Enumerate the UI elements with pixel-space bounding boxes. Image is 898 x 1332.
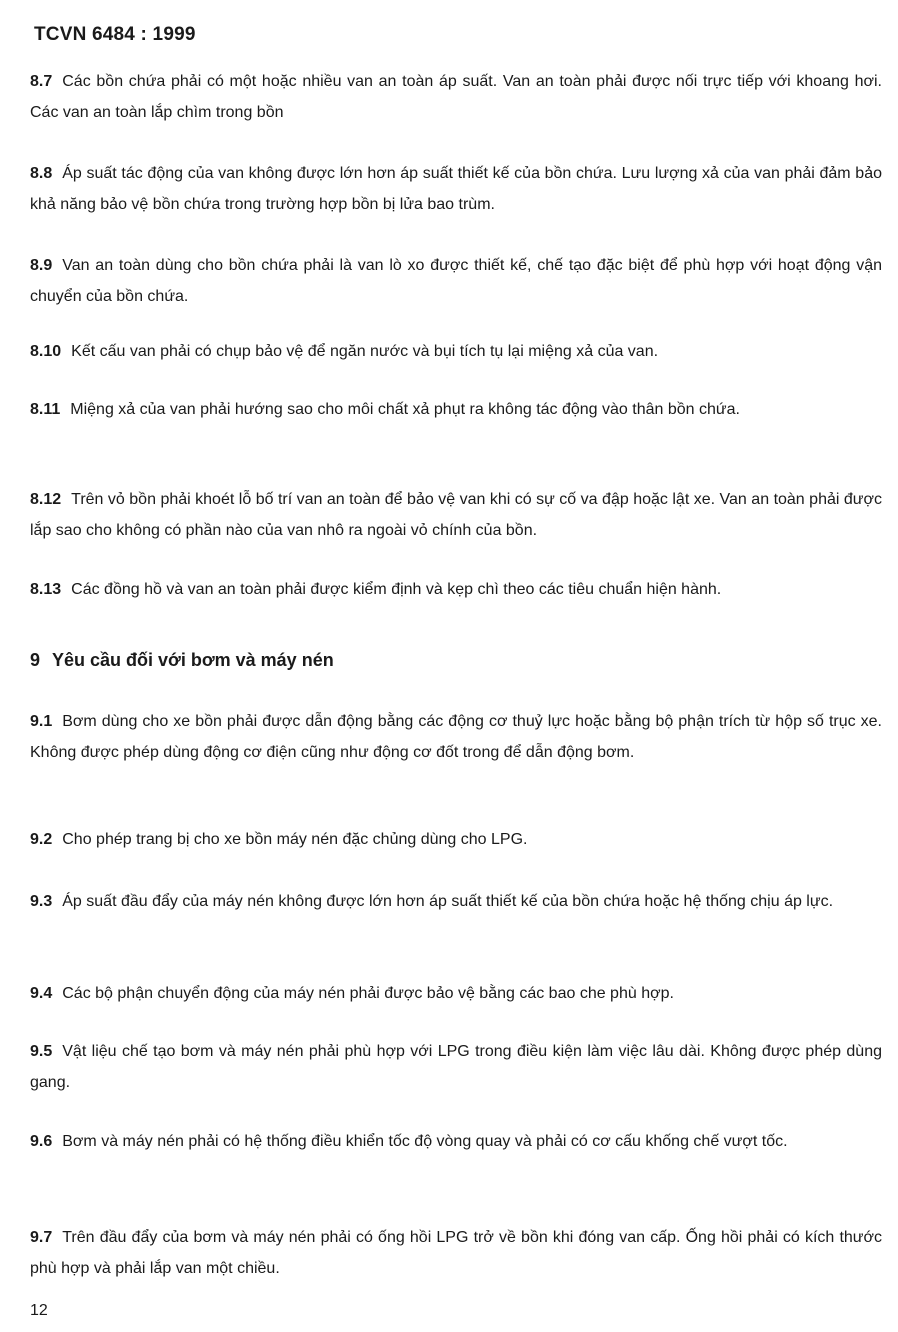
- clause-number: 8.12: [30, 491, 62, 508]
- clause-text: Trên đầu đẩy của bơm và máy nén phải có ống hồi LPG trở về bồn khi đóng van cấp. Ống hồi phải có kích thước phù hợp và phải lắp van một chiều.: [30, 1229, 882, 1277]
- clause-8-7: [30, 66, 882, 128]
- clause-9-4: [30, 978, 882, 1009]
- clause-9-5: [30, 1036, 882, 1098]
- clause-text: Áp suất tác động của van không được lớn hơn áp suất thiết kế của bồn chứa. Lưu lượng xả của van phải đảm bảo khả năng bảo vệ bồn chứa trong trường hợp bồn bị lửa bao trùm.: [30, 165, 882, 213]
- clause-text: Các bộ phận chuyển động của máy nén phải được bảo vệ bằng các bao che phù hợp.: [62, 985, 674, 1002]
- clause-text: Áp suất đầu đẩy của máy nén không được lớn hơn áp suất thiết kế của bồn chứa hoặc hệ thống chịu áp lực.: [62, 893, 834, 910]
- clause-number: 9.1: [30, 713, 53, 730]
- clause-text: Bơm dùng cho xe bồn phải được dẫn động bằng các động cơ thuỷ lực hoặc bằng bộ phận trích từ hộp số trục xe. Không được phép dùng động cơ điện cũng như động cơ đốt trong để dẫn động bơm.: [30, 713, 882, 761]
- clause-number: 9.2: [30, 831, 53, 848]
- clause-9-7: [30, 1222, 882, 1284]
- clause-text: Van an toàn dùng cho bồn chứa phải là van lò xo được thiết kế, chế tạo đặc biệt để phù hợp với hoạt động vận chuyển của bồn chứa.: [30, 257, 882, 305]
- clause-8-9: [30, 250, 882, 312]
- clause-number: 8.10: [30, 343, 62, 360]
- clause-8-12: [30, 484, 882, 546]
- clause-text: Vật liệu chế tạo bơm và máy nén phải phù hợp với LPG trong điều kiện làm việc lâu dài. Không được phép dùng gang.: [30, 1043, 882, 1091]
- clause-9-6: [30, 1126, 882, 1157]
- clause-number: 9.5: [30, 1043, 53, 1060]
- clause-text: Bơm và máy nén phải có hệ thống điều khiển tốc độ vòng quay và phải có cơ cấu khống chế vượt tốc.: [62, 1133, 788, 1150]
- clause-number: 8.13: [30, 581, 62, 598]
- clause-text: Các bồn chứa phải có một hoặc nhiều van an toàn áp suất. Van an toàn phải được nối trực tiếp với khoang hơi. Các van an toàn lắp chìm trong bồn: [30, 73, 882, 121]
- clause-number: 9.6: [30, 1133, 53, 1150]
- clause-9-3: [30, 886, 882, 917]
- clause-text: Các đồng hồ và van an toàn phải được kiểm định và kẹp chì theo các tiêu chuẩn hiện hành.: [71, 581, 722, 598]
- clause-text: Kết cấu van phải có chụp bảo vệ để ngăn nước và bụi tích tụ lại miệng xả của van.: [71, 343, 659, 360]
- clause-9-1: [30, 706, 882, 768]
- page-header: TCVN 6484 : 1999: [34, 24, 196, 45]
- section-title-text: Yêu cầu đối với bơm và máy nén: [52, 650, 334, 670]
- clause-text: Miệng xả của van phải hướng sao cho môi chất xả phụt ra không tác động vào thân bồn chứa.: [70, 401, 740, 418]
- clause-8-8: [30, 158, 882, 220]
- clause-number: 8.11: [30, 401, 61, 418]
- clause-number: 9.3: [30, 893, 53, 910]
- section-number: 9: [30, 650, 41, 670]
- clause-8-10: [30, 336, 882, 367]
- clause-number: 8.8: [30, 165, 53, 182]
- page-number: 12: [30, 1302, 48, 1319]
- clause-text: Cho phép trang bị cho xe bồn máy nén đặc chủng dùng cho LPG.: [62, 831, 528, 848]
- clause-9-2: [30, 824, 882, 855]
- clause-text: Trên vỏ bồn phải khoét lỗ bố trí van an toàn để bảo vệ van khi có sự cố va đập hoặc lật xe. Van an toàn phải được lắp sao cho không có phần nào của van nhô ra ngoài vỏ chính của bồn.: [30, 491, 882, 539]
- clause-number: 8.7: [30, 73, 53, 90]
- clause-number: 9.4: [30, 985, 53, 1002]
- section-heading: [30, 650, 334, 671]
- clause-number: 9.7: [30, 1229, 53, 1246]
- clause-number: 8.9: [30, 257, 53, 274]
- clause-8-13: [30, 574, 882, 605]
- clause-8-11: [30, 394, 882, 425]
